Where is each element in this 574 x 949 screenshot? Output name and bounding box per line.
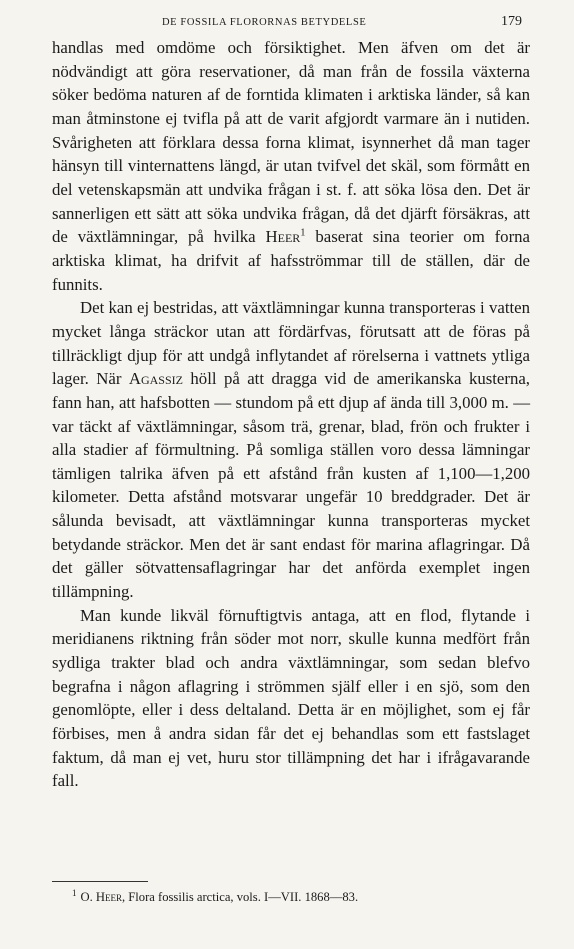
footnote-mark: 1 — [72, 888, 77, 898]
footnote — [72, 888, 512, 905]
paragraph-2-text-b: höll på att dragga vid de amerikanska kusterna, fann han, att hafsbotten — stundom på ett djup af ända till 3,000 m. — var täckt af växtlämningar, såsom trä, grenar, blad, frön och frukter i alla stadier af förmultning. På somliga ställen voro dessa lämningar tämligen talrika äfven på ett afstånd från kusten af 1,100—1,200 kilometer. Detta afstånd motsvarar ungefär 10 breddgrader. Det är sålunda bevisadt, att växtlämningar kunna transporteras mycket betydande sträckor. Men det är sant endast för marina aflagringar. Då det gäller sötvattensaflagringar har det anförda exemplet ingen tillämpning. — [52, 369, 530, 602]
footnote-author-name: Heer — [95, 890, 122, 905]
running-title: DE FOSSILA FLORORNAS BETYDELSE — [162, 17, 367, 28]
footnote-text-b: , Flora fossilis arctica, vols. I—VII. 1868—83. — [122, 890, 359, 905]
footnote-divider — [52, 881, 148, 882]
paragraph-2 — [52, 296, 530, 604]
footnote-text-a: O. — [80, 890, 96, 905]
page-number: 179 — [501, 14, 522, 29]
author-name-agassiz: Agassiz — [128, 369, 183, 389]
paragraph-3: Man kunde likväl förnuftigtvis antaga, att en flod, flytande i meridianens riktning från söder mot norr, skulle kunna medfört från sydliga trakter blad och andra växtlämningar, som sedan blefvo begrafna i någon aflagring i strömmen själf eller i en sjö, som den genomlöpte, eller i dess deltaland. Detta är en möjlighet, som ej får förbises, men å andra sidan får det ej behandlas som ett fastslaget faktum, då man ej vet, huru stor tillämpning det har i ifrågavarande fall. — [52, 605, 530, 791]
running-header — [52, 14, 522, 30]
paragraph-1-text-a: handlas med omdöme och försiktighet. Men äfven om det är nödvändigt att göra reservationer, då man från de fossila växterna söker bedöma naturen af de forntida klimaten i arktiska länder, så kan man åtminstone ej tvifla på att de varit afgjordt varmare än i nutiden. Svårigheten att förklara dessa forna klimat, isynnerhet då man tager hänsyn till vinternattens längd, är utan tvifvel det skäl, som förmått en del vetenskapsmän att undvika frågan i st. f. att söka lösa den. Det är sannerligen ett sätt att söka undvika frågan, då det djärft försäkras, att de växtlämningar, på hvilka — [52, 38, 530, 247]
paragraph-1-text-b: baserat sina teorier om forna arktiska klimat, ha drifvit af hafsströmmar till de ställen, där de funnits. — [52, 227, 531, 294]
footnote-reference[interactable]: 1 — [300, 227, 306, 239]
body-text — [52, 36, 530, 793]
paragraph-2-text-a: Det kan ej bestridas, att växtlämningar kunna transporteras i vatten mycket långa sträckor utan att fördärfvas, förutsatt att de föras på tillräckligt djup för att undgå inflytandet af rörelserna i vattnets ytliga lager. När — [52, 298, 530, 389]
author-name-heer: Heer — [265, 227, 301, 247]
paragraph-1 — [52, 36, 530, 296]
